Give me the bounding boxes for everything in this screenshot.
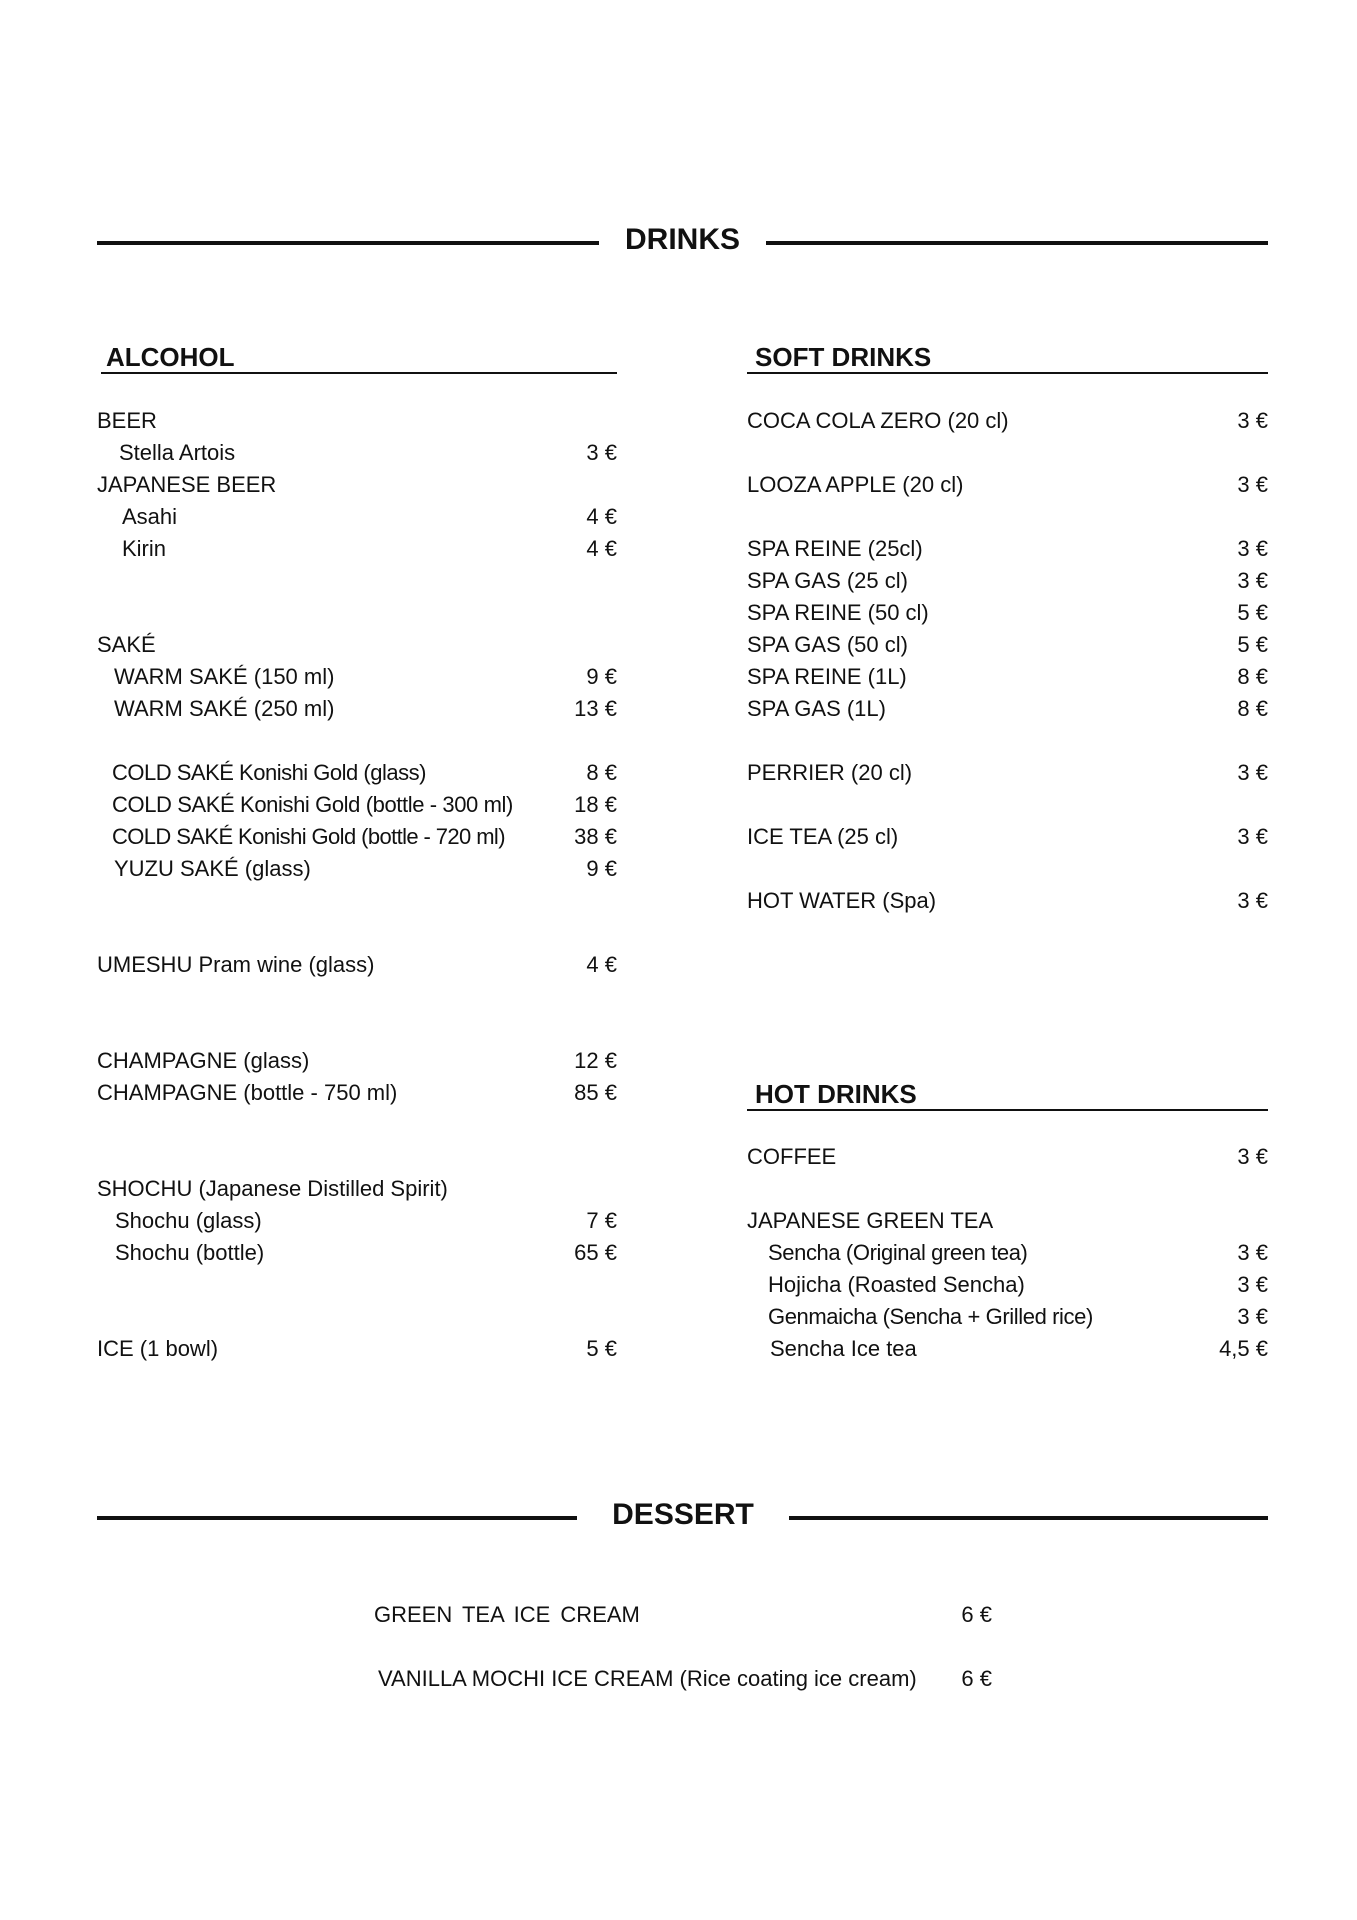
hot-drinks-title: HOT DRINKS — [755, 1079, 917, 1109]
list-item: SAKÉ — [97, 632, 156, 657]
list-item: WARM SAKÉ (150 ml) — [114, 664, 335, 689]
list-item: COLD SAKÉ Konishi Gold (glass) — [112, 760, 426, 785]
list-item: JAPANESE GREEN TEA — [747, 1208, 994, 1233]
list-item: Hojicha (Roasted Sencha) — [768, 1272, 1025, 1297]
list-item: CHAMPAGNE (bottle - 750 ml) — [97, 1080, 398, 1105]
list-item: SPA REINE (1L) — [747, 664, 907, 689]
item-price: 4 € — [586, 504, 617, 529]
item-price: 3 € — [1237, 824, 1268, 849]
item-price: 5 € — [1237, 632, 1268, 657]
soft-drinks-underline — [747, 372, 1268, 374]
list-item: Genmaicha (Sencha + Grilled rice) — [768, 1304, 1093, 1329]
item-price: 6 € — [961, 1666, 992, 1691]
list-item: YUZU SAKÉ (glass) — [114, 856, 311, 881]
list-item: Kirin — [122, 536, 167, 561]
list-item: GREEN TEA ICE CREAM — [374, 1602, 640, 1627]
list-item: Shochu (glass) — [115, 1208, 262, 1233]
list-item: COLD SAKÉ Konishi Gold (bottle - 300 ml) — [112, 792, 513, 817]
item-price: 85 € — [574, 1080, 617, 1105]
item-price: 3 € — [1237, 1240, 1268, 1265]
soft-drinks-title: SOFT DRINKS — [755, 342, 932, 372]
list-item: ICE (1 bowl) — [97, 1336, 219, 1361]
item-price: 3 € — [1237, 568, 1268, 593]
list-item: Sencha Ice tea — [770, 1336, 917, 1361]
item-price: 4 € — [586, 952, 617, 977]
list-item: SPA REINE (25cl) — [747, 536, 923, 561]
item-price: 3 € — [1237, 408, 1268, 433]
item-price: 5 € — [1237, 600, 1268, 625]
item-price: 18 € — [574, 792, 617, 817]
item-price: 3 € — [1237, 1272, 1268, 1297]
list-item: LOOZA APPLE (20 cl) — [747, 472, 964, 497]
item-price: 4 € — [586, 536, 617, 561]
item-price: 8 € — [1237, 696, 1268, 721]
drinks-rule-right — [766, 241, 1268, 245]
item-price: 8 € — [586, 760, 617, 785]
item-price: 3 € — [1237, 1304, 1268, 1329]
item-price: 3 € — [1237, 1144, 1268, 1169]
drinks-heading: DRINKS — [624, 223, 740, 256]
item-price: 5 € — [586, 1336, 617, 1361]
list-item: VANILLA MOCHI ICE CREAM (Rice coating ice cream) — [378, 1666, 917, 1691]
item-price: 3 € — [586, 440, 617, 465]
dessert-rule-right — [789, 1516, 1268, 1520]
item-price: 8 € — [1237, 664, 1268, 689]
item-price: 3 € — [1237, 472, 1268, 497]
list-item: CHAMPAGNE (glass) — [97, 1048, 310, 1073]
list-item: SPA GAS (50 cl) — [747, 632, 908, 657]
list-item: COLD SAKÉ Konishi Gold (bottle - 720 ml) — [112, 824, 505, 849]
item-price: 7 € — [586, 1208, 617, 1233]
alcohol-title: ALCOHOL — [106, 342, 235, 372]
item-price: 65 € — [574, 1240, 617, 1265]
list-item: PERRIER (20 cl) — [747, 760, 913, 785]
dessert-heading: DESSERT — [612, 1498, 754, 1531]
dessert-rule-left — [97, 1516, 577, 1520]
list-item: JAPANESE BEER — [97, 472, 277, 497]
list-item: COCA COLA ZERO (20 cl) — [747, 408, 1009, 433]
alcohol-underline — [101, 372, 617, 374]
list-item: SPA GAS (25 cl) — [747, 568, 908, 593]
list-item: SPA GAS (1L) — [747, 696, 886, 721]
item-price: 9 € — [586, 856, 617, 881]
list-item: UMESHU Pram wine (glass) — [97, 952, 375, 977]
item-price: 3 € — [1237, 536, 1268, 561]
item-price: 38 € — [574, 824, 617, 849]
item-price: 13 € — [574, 696, 617, 721]
list-item: ICE TEA (25 cl) — [747, 824, 899, 849]
list-item: Shochu (bottle) — [115, 1240, 265, 1265]
list-item: COFFEE — [747, 1144, 837, 1169]
list-item: HOT WATER (Spa) — [747, 888, 937, 913]
item-price: 12 € — [574, 1048, 617, 1073]
list-item: Asahi — [122, 504, 178, 529]
list-item: WARM SAKÉ (250 ml) — [114, 696, 335, 721]
item-price: 9 € — [586, 664, 617, 689]
list-item: BEER — [97, 408, 157, 433]
list-item: SPA REINE (50 cl) — [747, 600, 929, 625]
item-price: 4,5 € — [1219, 1336, 1268, 1361]
list-item: SHOCHU (Japanese Distilled Spirit) — [97, 1176, 448, 1201]
list-item: Stella Artois — [119, 440, 236, 465]
item-price: 3 € — [1237, 888, 1268, 913]
hot-drinks-underline — [747, 1109, 1268, 1111]
drinks-rule-left — [97, 241, 599, 245]
item-price: 3 € — [1237, 760, 1268, 785]
list-item: Sencha (Original green tea) — [768, 1240, 1028, 1265]
item-price: 6 € — [961, 1602, 992, 1627]
